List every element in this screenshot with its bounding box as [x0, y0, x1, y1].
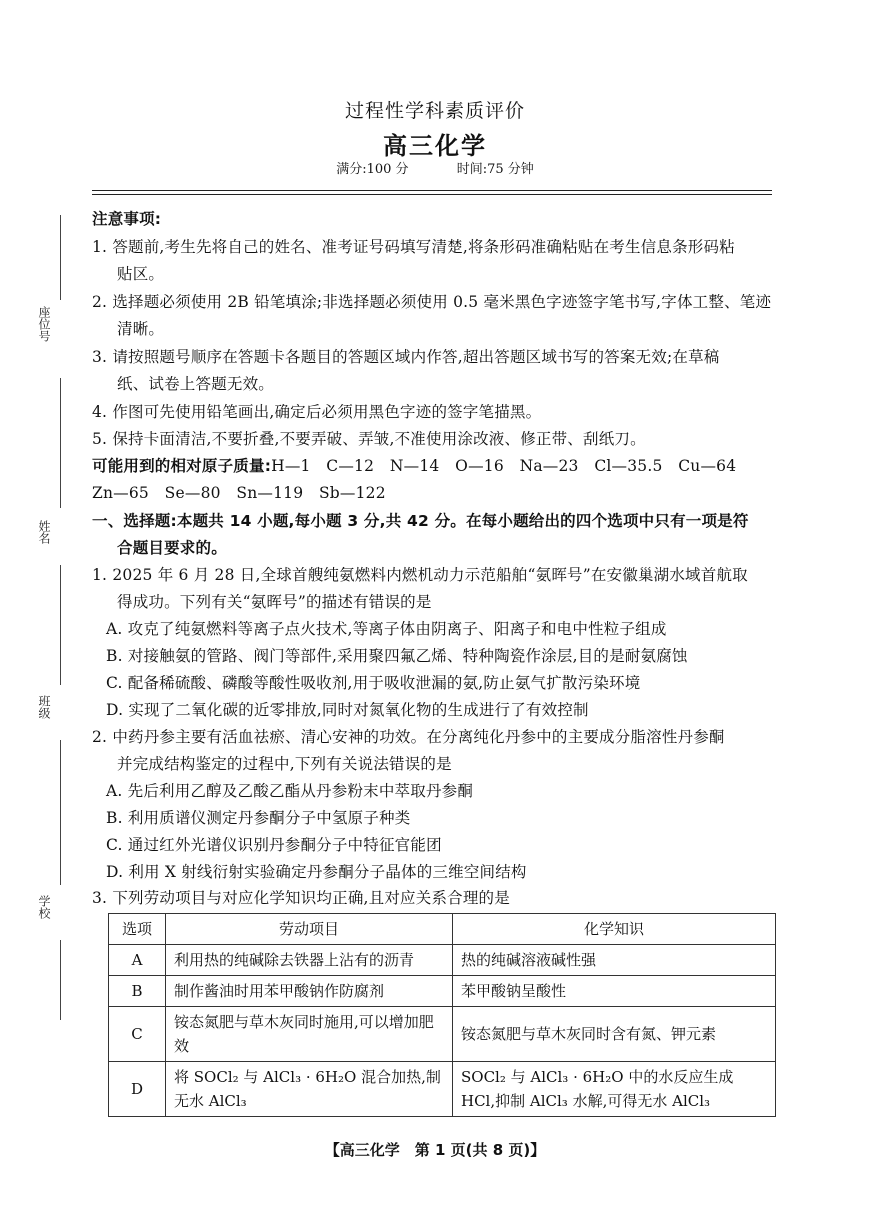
school-label: 学校 [37, 895, 51, 919]
question-1-stem: 1. 2025 年 6 月 28 日,全球首艘纯氨燃料内燃机动力示范船舶“氨晖号”在安徽巢湖水域首航取 [92, 566, 748, 584]
table-cell: 制作酱油时用苯甲酸钠作防腐剂 [166, 976, 453, 1007]
section-heading-cont: 合题目要求的。 [117, 539, 227, 557]
question-2-stem-cont: 并完成结构鉴定的过程中,下列有关说法错误的是 [117, 755, 452, 773]
time-limit: 时间:75 分钟 [456, 162, 534, 177]
table-cell: 铵态氮肥与草木灰同时施用,可以增加肥效 [166, 1007, 453, 1062]
table-header-row [109, 914, 776, 945]
header-rule-thin [92, 194, 772, 195]
notice-item: 贴区。 [117, 265, 165, 283]
table-row [109, 1062, 776, 1117]
atomic-mass-values: H—1 C—12 N—14 O—16 Na—23 Cl—35.5 Cu—64 [271, 457, 737, 475]
exam-subtitle: 过程性学科素质评价 [344, 100, 525, 122]
notice-item: 纸、试卷上答题无效。 [117, 375, 275, 393]
question-2-stem: 2. 中药丹参主要有活血祛瘀、清心安神的功效。在分离纯化丹参中的主要成分脂溶性丹参酮 [92, 728, 725, 746]
question-1-option-b: B. 对接触氨的管路、阀门等部件,采用聚四氟乙烯、特种陶瓷作涂层,目的是耐氨腐蚀 [106, 647, 688, 665]
question-2-option-a: A. 先后利用乙醇及乙酸乙酯从丹参粉末中萃取丹参酮 [106, 782, 474, 800]
atomic-mass-values: Zn—65 Se—80 Sn—119 Sb—122 [92, 484, 386, 502]
notice-item: 4. 作图可先使用铅笔画出,确定后必须用黑色字迹的签字笔描黑。 [92, 403, 542, 421]
table-header: 劳动项目 [166, 914, 453, 945]
page-footer: 【高三化学 第 1 页(共 8 页)】 [324, 1141, 546, 1159]
table-row [109, 976, 776, 1007]
binding-line [60, 740, 61, 885]
binding-line [60, 215, 61, 300]
atomic-mass-label: 可能用到的相对原子质量: [92, 457, 272, 475]
question-3-table [108, 913, 776, 1117]
notice-item: 2. 选择题必须使用 2B 铅笔填涂;非选择题必须使用 0.5 毫米黑色字迹签字笔书写,字体工整、笔迹 [92, 293, 772, 311]
binding-line [60, 940, 61, 1020]
full-score: 满分:100 分 [336, 162, 409, 177]
table-cell: 苯甲酸钠呈酸性 [453, 976, 776, 1007]
class-label: 班级 [37, 695, 51, 719]
question-1-stem-cont: 得成功。下列有关“氨晖号”的描述有错误的是 [117, 593, 432, 611]
section-heading: 一、选择题:本题共 14 小题,每小题 3 分,共 42 分。在每小题给出的四个选项中只有一项是符 [92, 512, 749, 530]
table-row [109, 945, 776, 976]
question-2-option-d: D. 利用 X 射线衍射实验确定丹参酮分子晶体的三维空间结构 [106, 863, 527, 881]
seat-label: 座位号 [37, 306, 51, 342]
table-cell: B [109, 976, 166, 1007]
table-header: 化学知识 [453, 914, 776, 945]
question-2-option-c: C. 通过红外光谱仪识别丹参酮分子中特征官能团 [106, 836, 442, 854]
table-cell: 利用热的纯碱除去铁器上沾有的沥青 [166, 945, 453, 976]
notice-item: 1. 答题前,考生先将自己的姓名、准考证号码填写清楚,将条形码准确粘贴在考生信息条形码粘 [92, 238, 735, 256]
header-rule [92, 190, 772, 191]
notice-item: 清晰。 [117, 320, 165, 338]
table-cell: SOCl₂ 与 AlCl₃ · 6H₂O 中的水反应生成 HCl,抑制 AlCl₃ 水解,可得无水 AlCl₃ [453, 1062, 776, 1117]
table-cell: A [109, 945, 166, 976]
name-label: 姓名 [37, 520, 51, 544]
notice-item: 3. 请按照题号顺序在答题卡各题目的答题区域内作答,超出答题区域书写的答案无效;在草稿 [92, 348, 720, 366]
table-cell: 将 SOCl₂ 与 AlCl₃ · 6H₂O 混合加热,制无水 AlCl₃ [166, 1062, 453, 1117]
binding-line [60, 378, 61, 508]
question-2-option-b: B. 利用质谱仪测定丹参酮分子中氢原子种类 [106, 809, 411, 827]
question-1-option-c: C. 配备稀硫酸、磷酸等酸性吸收剂,用于吸收泄漏的氨,防止氨气扩散污染环境 [106, 674, 641, 692]
table-cell: C [109, 1007, 166, 1062]
question-1-option-d: D. 实现了二氧化碳的近零排放,同时对氮氧化物的生成进行了有效控制 [106, 701, 589, 719]
notice-heading: 注意事项: [92, 210, 162, 228]
exam-meta [0, 158, 870, 177]
table-header: 选项 [109, 914, 166, 945]
question-1-option-a: A. 攻克了纯氨燃料等离子点火技术,等离子体由阴离子、阳离子和电中性粒子组成 [106, 620, 667, 638]
exam-title: 高三化学 [383, 132, 487, 160]
binding-line [60, 565, 61, 685]
notice-item: 5. 保持卡面清洁,不要折叠,不要弄破、弄皱,不准使用涂改液、修正带、刮纸刀。 [92, 430, 646, 448]
table-cell: 热的纯碱溶液碱性强 [453, 945, 776, 976]
question-3-stem: 3. 下列劳动项目与对应化学知识均正确,且对应关系合理的是 [92, 889, 510, 907]
table-cell: 铵态氮肥与草木灰同时含有氮、钾元素 [453, 1007, 776, 1062]
atomic-mass-line [92, 454, 736, 476]
table-row [109, 1007, 776, 1062]
table-cell: D [109, 1062, 166, 1117]
